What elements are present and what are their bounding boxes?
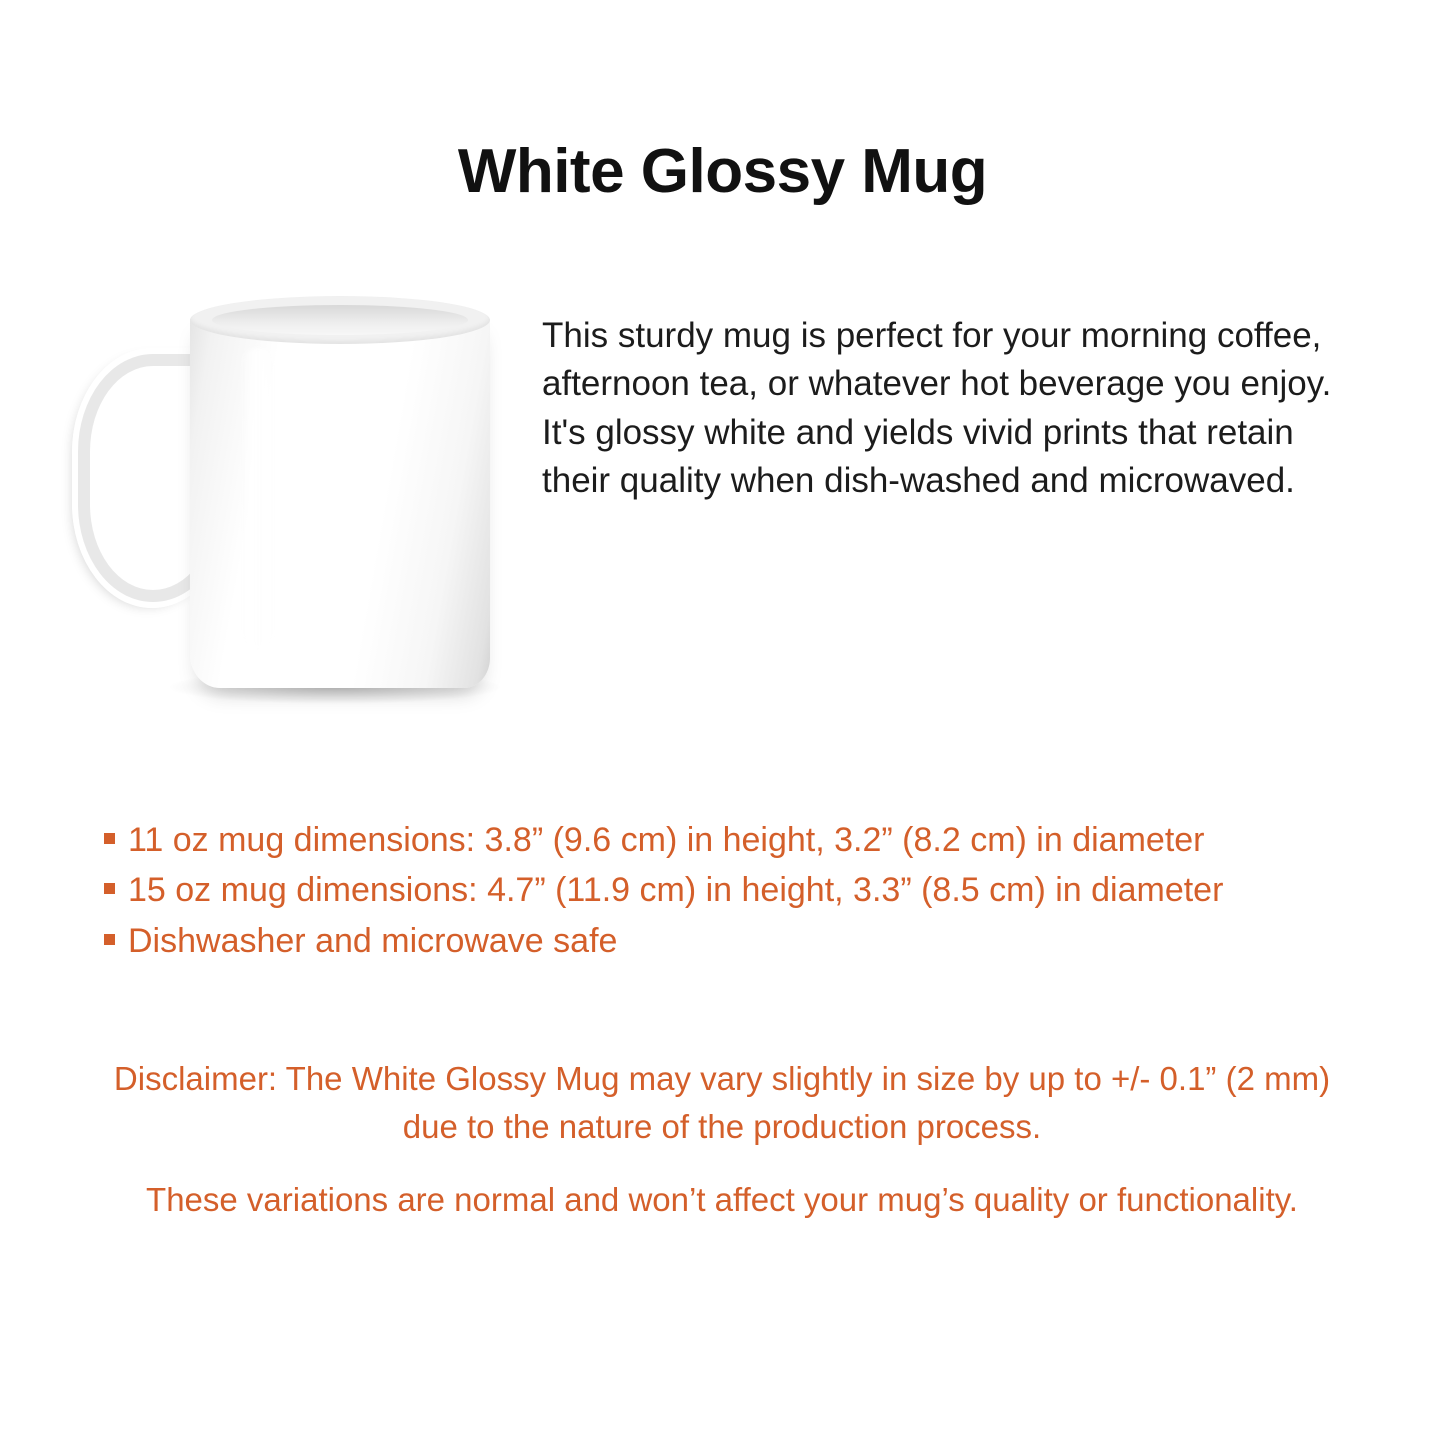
list-item bbox=[104, 865, 1364, 915]
bullet-icon bbox=[104, 833, 115, 844]
feature-text: 15 oz mug dimensions: 4.7” (11.9 cm) in height, 3.3” (8.5 cm) in diameter bbox=[128, 871, 1224, 910]
mug-rim bbox=[190, 296, 490, 344]
mug-body bbox=[190, 313, 490, 688]
bullet-icon bbox=[104, 934, 115, 945]
product-description: This sturdy mug is perfect for your morning coffee, afternoon tea, or whatever hot beverage you enjoy. It's glossy white and yields vivid prints that retain their quality when dish-washed and microwaved. bbox=[542, 316, 1332, 500]
product-image bbox=[20, 258, 520, 728]
disclaimer-line-1: Disclaimer: The White Glossy Mug may vary slightly in size by up to +/- 0.1” (2 mm) bbox=[113, 1060, 1331, 1097]
disclaimer-line-3: These variations are normal and won’t affect your mug’s quality or functionality. bbox=[146, 1180, 1298, 1218]
feature-text: Dishwasher and microwave safe bbox=[128, 921, 618, 960]
mug-illustration bbox=[50, 278, 500, 708]
feature-text: 11 oz mug dimensions: 3.8” (9.6 cm) in height, 3.2” (8.2 cm) in diameter bbox=[128, 821, 1205, 859]
disclaimer-line-2: due to the nature of the production process. bbox=[402, 1107, 1042, 1145]
feature-list bbox=[104, 815, 1364, 966]
mug-rim-interior bbox=[212, 305, 468, 335]
list-item bbox=[104, 916, 1364, 966]
list-item bbox=[104, 815, 1364, 865]
disclaimer bbox=[72, 1055, 1372, 1224]
page-title: White Glossy Mug bbox=[457, 136, 988, 206]
mug-gloss-highlight bbox=[238, 348, 278, 648]
bullet-icon bbox=[104, 883, 115, 894]
